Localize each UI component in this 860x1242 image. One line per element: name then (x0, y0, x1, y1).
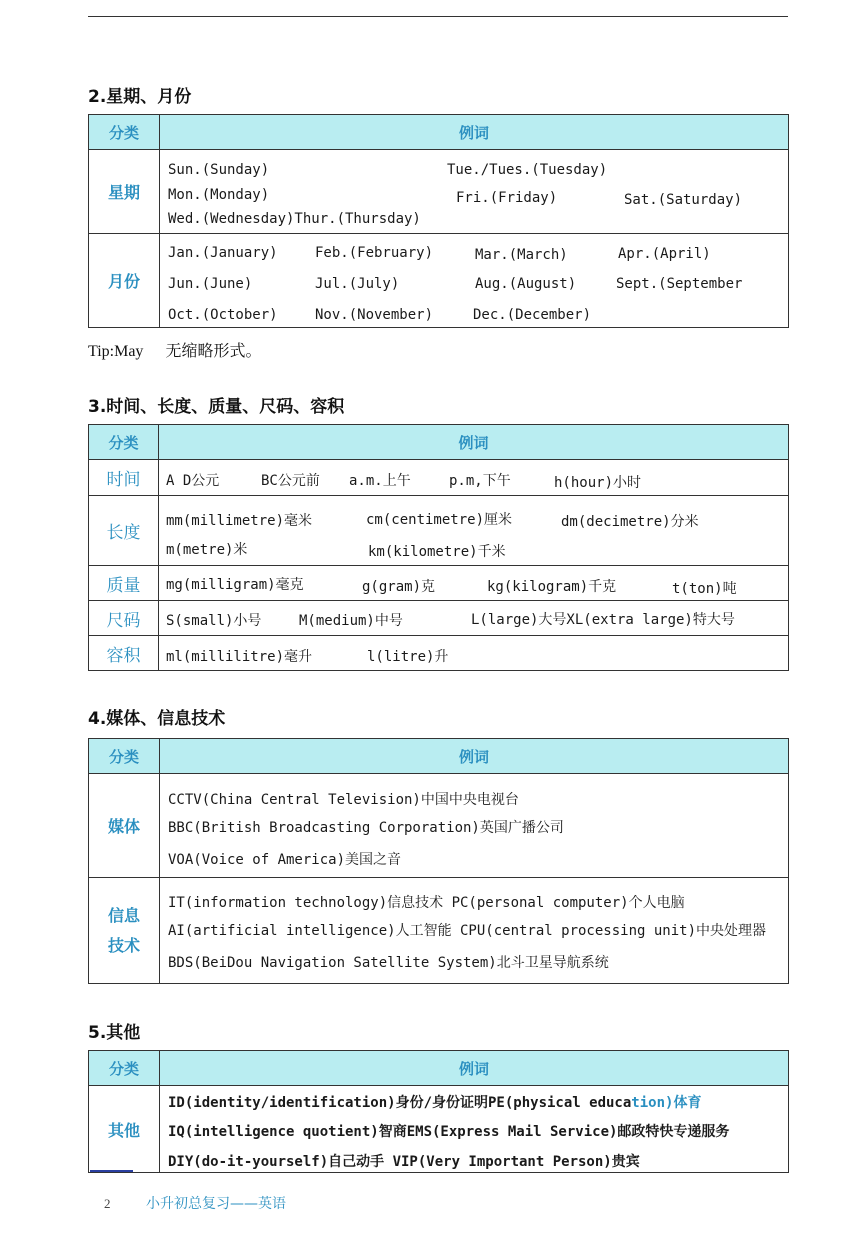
word-item: Dec.(December) (473, 307, 592, 323)
word-item: Fri.(Friday) (456, 190, 558, 206)
examples-mass (159, 566, 789, 601)
word-item: t(ton)吨 (672, 581, 737, 597)
header-examples: 例词 (159, 425, 789, 460)
word-item: Jun.(June) (168, 276, 253, 292)
word-item-main: ID(identity/identification)身份/身份证明PE(physical educa (168, 1095, 632, 1111)
word-item: S(small)小号 (166, 613, 262, 629)
word-item: mm(millimetre)毫米 (166, 513, 313, 529)
word-item: m(metre)米 (166, 542, 248, 558)
word-item: IQ(intelligence quotient)智商EMS(Express Mail Service)邮政特快专递服务 (168, 1124, 730, 1140)
tip-label: Tip:May (88, 343, 144, 360)
category-months: 月份 (89, 234, 160, 328)
header-examples: 例词 (160, 115, 789, 150)
section-title-weekdays-months: 2.星期、月份 (88, 87, 192, 107)
category-it-line2: 技术 (107, 935, 140, 955)
word-item: dm(decimetre)分米 (561, 514, 699, 530)
category-others: 其他 (89, 1086, 160, 1173)
footer-accent-line (90, 1170, 133, 1172)
word-item: km(kilometre)千米 (368, 544, 506, 560)
word-item: mg(milligram)毫克 (166, 577, 304, 593)
top-rule (88, 16, 788, 17)
word-item: Sat.(Saturday) (624, 192, 743, 208)
footer-title: 小升初总复习——英语 (146, 1196, 286, 1212)
header-category: 分类 (89, 739, 160, 774)
word-item: CCTV(China Central Television)中国中央电视台 (168, 792, 519, 808)
word-item: ml(millilitre)毫升 (166, 649, 313, 665)
examples-months (160, 234, 789, 328)
word-item: Mar.(March) (475, 247, 568, 263)
header-examples: 例词 (160, 1051, 789, 1086)
table-weekdays-months (88, 114, 789, 328)
table-units (88, 424, 789, 671)
word-item: kg(kilogram)千克 (487, 579, 617, 595)
tip-text: 无缩略形式。 (165, 343, 262, 360)
category-size: 尺码 (89, 601, 159, 636)
word-item: g(gram)克 (362, 579, 436, 595)
category-it-line1: 信息 (107, 905, 140, 925)
word-item: Nov.(November) (315, 307, 434, 323)
word-item: Feb.(February) (315, 245, 434, 261)
word-item: cm(centimetre)厘米 (366, 512, 513, 528)
word-item: BBC(British Broadcasting Corporation)英国广播公司 (168, 820, 564, 836)
examples-weekdays (160, 150, 789, 234)
category-media: 媒体 (89, 774, 160, 878)
word-item: Oct.(October) (168, 307, 278, 323)
word-item: Aug.(August) (475, 276, 577, 292)
word-item: Mon.(Monday) (168, 187, 270, 203)
word-item (168, 1092, 701, 1112)
word-item: a.m.上午 (349, 473, 411, 489)
word-item: Jan.(January) (168, 245, 278, 261)
category-mass: 质量 (89, 566, 159, 601)
word-item: IT(information technology)信息技术 PC(personal computer)个人电脑 (168, 895, 685, 911)
word-item: M(medium)中号 (299, 613, 403, 629)
word-item: DIY(do-it-yourself)自己动手 VIP(Very Important Person)贵宾 (168, 1154, 640, 1170)
header-category: 分类 (89, 425, 159, 460)
section-title-others: 5.其他 (88, 1023, 141, 1043)
word-item: VOA(Voice of America)美国之音 (168, 852, 402, 868)
word-item: AI(artificial intelligence)人工智能 CPU(central processing unit)中央处理器 (168, 923, 767, 939)
examples-media (160, 774, 789, 878)
examples-others (160, 1086, 789, 1173)
word-item: l(litre)升 (367, 649, 449, 665)
header-category: 分类 (89, 1051, 160, 1086)
header-examples: 例词 (160, 739, 789, 774)
word-item: A D公元 (166, 473, 220, 489)
word-item: Sun.(Sunday) (168, 162, 270, 178)
category-time: 时间 (89, 460, 159, 496)
word-item: BDS(BeiDou Navigation Satellite System)北斗卫星导航系统 (168, 955, 609, 971)
category-volume: 容积 (89, 636, 159, 671)
header-category: 分类 (89, 115, 160, 150)
examples-time (159, 460, 789, 496)
table-media-it (88, 738, 789, 984)
examples-length (159, 496, 789, 566)
word-item: Sept.(September (616, 276, 743, 292)
examples-volume (159, 636, 789, 671)
word-item: Jul.(July) (315, 276, 400, 292)
category-it (89, 878, 160, 984)
word-item-tail: tion)体育 (631, 1095, 702, 1111)
examples-size (159, 601, 789, 636)
tip-note (88, 338, 261, 361)
word-item: Wed.(Wednesday)Thur.(Thursday) (168, 211, 421, 227)
examples-it (160, 878, 789, 984)
word-item: Tue./Tues.(Tuesday) (447, 162, 608, 178)
word-item: L(large)大号XL(extra large)特大号 (471, 612, 735, 628)
page-number: 2 (104, 1196, 111, 1211)
word-item: h(hour)小时 (554, 475, 642, 491)
word-item: BC公元前 (261, 473, 320, 489)
table-others (88, 1050, 789, 1173)
word-item: p.m,下午 (449, 473, 511, 489)
category-length: 长度 (89, 496, 159, 566)
section-title-media-it: 4.媒体、信息技术 (88, 709, 226, 729)
section-title-units: 3.时间、长度、质量、尺码、容积 (88, 397, 345, 417)
word-item: Apr.(April) (618, 246, 711, 262)
category-weekdays: 星期 (89, 150, 160, 234)
